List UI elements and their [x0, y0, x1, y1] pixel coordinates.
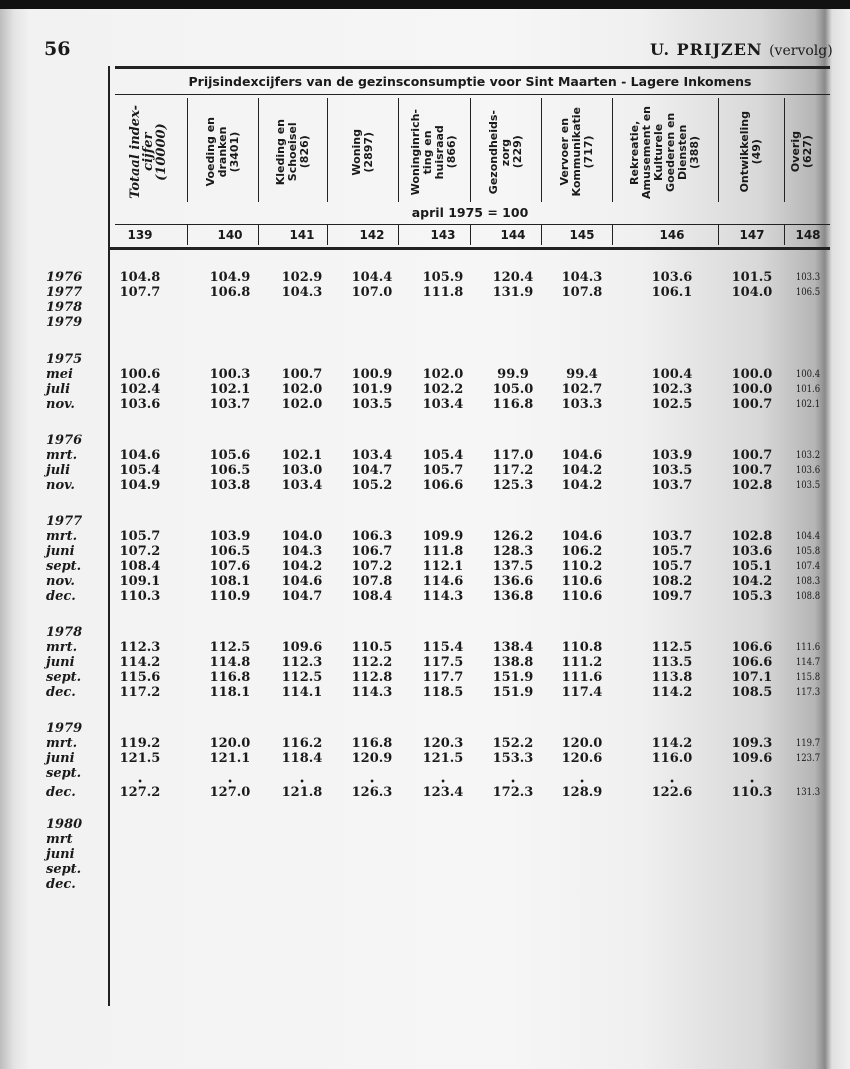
table-cell: 121.1 — [209, 751, 251, 766]
table-cell: 114.1 — [281, 685, 323, 700]
table-cell: 112.8 — [351, 670, 393, 685]
table-cell: 104.6 — [561, 529, 603, 544]
table-cell: 138.8 — [492, 655, 534, 670]
table-cell: 106.5 — [795, 287, 821, 298]
group-year: 1976 — [46, 433, 83, 448]
table-cell: 117.2 — [492, 463, 534, 478]
table-cell: 114.8 — [209, 655, 251, 670]
table-cell: 121.5 — [119, 751, 161, 766]
column-header-label: Kleding en Schoeisel (826) — [273, 118, 311, 186]
table-cell: 114.2 — [651, 685, 693, 700]
table-cell: 112.1 — [422, 559, 464, 574]
table-cell: 104.2 — [561, 478, 603, 493]
table-cell: 103.2 — [795, 450, 821, 461]
row-label: 1978 — [46, 300, 83, 315]
group-year: 1975 — [46, 352, 83, 367]
group-year: 1979 — [46, 721, 83, 736]
table-cell: 112.3 — [281, 655, 323, 670]
table-cell: 101.9 — [351, 382, 393, 397]
table-cell: 100.7 — [731, 397, 773, 412]
row-label: sept. — [46, 670, 82, 685]
table-cell: 120.3 — [422, 736, 464, 751]
row-label: sept. — [46, 766, 82, 781]
table-cell: 109.7 — [651, 589, 693, 604]
table-cell: 102.1 — [281, 448, 323, 463]
table-cell: 100.7 — [281, 367, 323, 382]
table-cell: 108.2 — [651, 574, 693, 589]
table-cell: 115.4 — [422, 640, 464, 655]
table-cell: 103.4 — [422, 397, 464, 412]
row-label: mrt. — [46, 529, 78, 544]
column-header — [612, 98, 718, 206]
table-cell: 120.0 — [561, 736, 603, 751]
table-cell: 103.6 — [795, 465, 821, 476]
table-cell: • 122.6 — [640, 785, 704, 800]
table-cell: 101.5 — [731, 270, 773, 285]
column-header — [258, 98, 327, 206]
row-label: juni — [46, 544, 75, 559]
table-cell: 104.2 — [281, 559, 323, 574]
table-cell: 108.4 — [119, 559, 161, 574]
table-cell: • 127.2 — [108, 785, 172, 800]
table-cell: 100.9 — [351, 367, 393, 382]
column-header-label: Voeding en dranken (3401) — [203, 117, 241, 187]
table-cell: 106.7 — [351, 544, 393, 559]
table-cell: 102.8 — [731, 478, 773, 493]
table-cell: 117.5 — [422, 655, 464, 670]
table-cell: 102.8 — [731, 529, 773, 544]
header-bottom-rule — [108, 247, 830, 250]
row-label: sept. — [46, 862, 82, 877]
table-cell: 103.9 — [209, 529, 251, 544]
column-header — [187, 98, 258, 206]
table-cell: 106.5 — [209, 544, 251, 559]
table-cell: 110.8 — [561, 640, 603, 655]
row-label: mei — [46, 367, 73, 382]
column-separator — [718, 225, 719, 245]
table-cell: 104.4 — [351, 270, 393, 285]
table-cell: 120.4 — [492, 270, 534, 285]
table-cell: 107.6 — [209, 559, 251, 574]
table-cell: 117.2 — [119, 685, 161, 700]
table-cell: 108.5 — [731, 685, 773, 700]
table-cell: 104.0 — [731, 285, 773, 300]
table-cell: 103.5 — [795, 480, 821, 491]
table-cell: 110.5 — [351, 640, 393, 655]
column-header-label: Woninginrich- ting en huisraad (866) — [409, 108, 458, 196]
table-cell: 103.4 — [281, 478, 323, 493]
column-number: 144 — [500, 228, 526, 242]
table-cell: 152.2 — [492, 736, 534, 751]
table-cell: 104.6 — [119, 448, 161, 463]
table-cell: 109.6 — [731, 751, 773, 766]
table-cell: 153.3 — [492, 751, 534, 766]
table-cell: 102.1 — [209, 382, 251, 397]
table-cell: 114.6 — [422, 574, 464, 589]
table-cell: • 110.3 — [720, 785, 784, 800]
table-cell: 107.8 — [351, 574, 393, 589]
table-cell: 106.6 — [422, 478, 464, 493]
table-cell: 110.6 — [561, 574, 603, 589]
table-cell: 110.6 — [561, 589, 603, 604]
table-cell: 103.7 — [209, 397, 251, 412]
table-cell: • 121.8 — [270, 785, 334, 800]
table-cell: 113.5 — [651, 655, 693, 670]
table-cell: 121.5 — [422, 751, 464, 766]
row-label: mrt. — [46, 448, 78, 463]
table-cell: 107.8 — [561, 285, 603, 300]
table-cell: 99.9 — [497, 367, 529, 382]
table-cell: 151.9 — [492, 670, 534, 685]
row-label: 1979 — [46, 315, 83, 330]
table-cell: 103.8 — [209, 478, 251, 493]
table-cell: 107.1 — [731, 670, 773, 685]
table-cell: 105.1 — [731, 559, 773, 574]
row-label: nov. — [46, 478, 75, 493]
table-cell: 104.8 — [119, 270, 161, 285]
table-cell: 105.7 — [651, 544, 693, 559]
row-label: juni — [46, 847, 75, 862]
table-cell: 107.2 — [351, 559, 393, 574]
table-cell: 104.9 — [209, 270, 251, 285]
table-cell: 106.2 — [561, 544, 603, 559]
row-label: nov. — [46, 574, 75, 589]
table-cell: 106.1 — [651, 285, 693, 300]
row-label: 1976 — [46, 270, 83, 285]
table-cell: 111.8 — [422, 544, 464, 559]
table-cell: 119.2 — [119, 736, 161, 751]
table-cell: 102.5 — [651, 397, 693, 412]
table-cell: 104.3 — [281, 544, 323, 559]
table-cell: 110.9 — [209, 589, 251, 604]
table-cell: 119.7 — [795, 738, 821, 749]
table-cell: 108.8 — [795, 591, 821, 602]
table-cell: 104.6 — [281, 574, 323, 589]
column-number: 145 — [569, 228, 595, 242]
table-cell: 131.3 — [795, 787, 821, 798]
table-cell: 116.8 — [209, 670, 251, 685]
column-header — [327, 98, 398, 206]
table-cell: 102.0 — [281, 382, 323, 397]
base-period: april 1975 = 100 — [411, 205, 529, 220]
table-title: Prijsindexcijfers van de gezinsconsumptie voor Sint Maarten - Lagere Inkomens — [188, 74, 752, 89]
table-cell: 105.9 — [422, 270, 464, 285]
column-number: 143 — [430, 228, 456, 242]
column-number: 147 — [739, 228, 765, 242]
table-cell: 111.6 — [561, 670, 603, 685]
table-cell: 117.4 — [561, 685, 603, 700]
table-cell: 112.5 — [651, 640, 693, 655]
table-cell: 103.6 — [731, 544, 773, 559]
row-label: mrt — [46, 832, 73, 847]
table-cell: 104.4 — [795, 531, 821, 542]
table-cell: 106.3 — [351, 529, 393, 544]
table-cell: 137.5 — [492, 559, 534, 574]
table-cell: 103.3 — [561, 397, 603, 412]
column-separator — [612, 225, 613, 245]
row-label: 1977 — [46, 285, 83, 300]
table-cell: 108.1 — [209, 574, 251, 589]
row-label: mrt. — [46, 640, 78, 655]
table-cell: 100.4 — [651, 367, 693, 382]
column-number: 139 — [127, 228, 153, 242]
table-cell: 102.0 — [422, 367, 464, 382]
column-header-label: Totaal index- cijfer (10000) — [128, 105, 169, 199]
column-header — [784, 98, 820, 206]
row-label: sept. — [46, 559, 82, 574]
column-header-label: Woning (2897) — [349, 128, 375, 176]
table-cell: 103.9 — [651, 448, 693, 463]
table-cell: 103.0 — [281, 463, 323, 478]
table-cell: 102.0 — [281, 397, 323, 412]
chapter-suffix: (vervolg) — [769, 43, 833, 59]
table-cell: 111.2 — [561, 655, 603, 670]
column-header-label: Rekreatie, Amusement en Kulturele Goederen en Diensten (388) — [628, 105, 701, 199]
table-cell: 104.9 — [119, 478, 161, 493]
table-cell: 104.3 — [561, 270, 603, 285]
table-cell: 138.4 — [492, 640, 534, 655]
column-number: 142 — [359, 228, 385, 242]
table-cell: 103.4 — [351, 448, 393, 463]
table-cell: 109.6 — [281, 640, 323, 655]
table-cell: 125.3 — [492, 478, 534, 493]
column-header-label: Ontwikkeling (49) — [738, 111, 763, 193]
table-cell: • 127.0 — [198, 785, 262, 800]
row-label: mrt. — [46, 736, 78, 751]
table-cell: 103.5 — [651, 463, 693, 478]
column-header — [541, 98, 612, 206]
table-cell: 109.3 — [731, 736, 773, 751]
table-cell: 107.7 — [119, 285, 161, 300]
table-cell: 100.3 — [209, 367, 251, 382]
table-cell: 118.5 — [422, 685, 464, 700]
table-cell: 114.2 — [651, 736, 693, 751]
table-cell: 120.0 — [209, 736, 251, 751]
table-cell: 112.2 — [351, 655, 393, 670]
row-label: juni — [46, 751, 75, 766]
column-header — [398, 98, 470, 206]
table-cell: 104.2 — [731, 574, 773, 589]
table-cell: 113.8 — [651, 670, 693, 685]
row-label: nov. — [46, 397, 75, 412]
table-cell: 103.7 — [651, 478, 693, 493]
column-number: 140 — [217, 228, 243, 242]
table-cell: 118.4 — [281, 751, 323, 766]
chapter-heading — [650, 40, 833, 59]
table-cell: 103.6 — [651, 270, 693, 285]
table-cell: 123.7 — [795, 753, 821, 764]
table-cell: 114.7 — [795, 657, 821, 668]
table-cell: 104.0 — [281, 529, 323, 544]
table-cell: 120.6 — [561, 751, 603, 766]
column-header-label: Overig (627) — [789, 131, 814, 173]
table-cell: 102.3 — [651, 382, 693, 397]
group-year: 1978 — [46, 625, 83, 640]
table-cell: 114.2 — [119, 655, 161, 670]
table-cell: 104.7 — [281, 589, 323, 604]
table-cell: 105.6 — [209, 448, 251, 463]
group-year: 1980 — [46, 817, 83, 832]
row-label: dec. — [46, 877, 76, 892]
table-cell: 136.8 — [492, 589, 534, 604]
table-cell: 105.7 — [422, 463, 464, 478]
table-cell: 112.5 — [281, 670, 323, 685]
table-cell: 115.8 — [795, 672, 821, 683]
table-cell: 103.5 — [351, 397, 393, 412]
table-cell: 131.9 — [492, 285, 534, 300]
table-cell: 104.3 — [281, 285, 323, 300]
column-number: 146 — [659, 228, 685, 242]
row-label: juni — [46, 655, 75, 670]
table-cell: 99.4 — [566, 367, 598, 382]
table-cell: 112.3 — [119, 640, 161, 655]
table-cell: 110.2 — [561, 559, 603, 574]
table-cell: 136.6 — [492, 574, 534, 589]
table-cell: 105.0 — [492, 382, 534, 397]
table-cell: 102.2 — [422, 382, 464, 397]
table-cell: 126.2 — [492, 529, 534, 544]
table-cell: 101.6 — [795, 384, 821, 395]
table-cell: 102.9 — [281, 270, 323, 285]
row-label: dec. — [46, 785, 76, 800]
table-cell: • 126.3 — [340, 785, 404, 800]
table-cell: 128.3 — [492, 544, 534, 559]
column-header-label: Gezondheids- zorg (229) — [486, 109, 524, 195]
table-cell: 100.4 — [795, 369, 821, 380]
table-cell: 105.2 — [351, 478, 393, 493]
table-cell: 108.3 — [795, 576, 821, 587]
table-cell: 108.4 — [351, 589, 393, 604]
table-cell: • 128.9 — [550, 785, 614, 800]
table-cell: 114.3 — [351, 685, 393, 700]
table-cell: 116.8 — [351, 736, 393, 751]
table-cell: 105.7 — [651, 559, 693, 574]
table-cell: 104.7 — [351, 463, 393, 478]
table-cell: 105.8 — [795, 546, 821, 557]
row-label: juli — [46, 463, 71, 478]
table-cell: 104.6 — [561, 448, 603, 463]
table-cell: 151.9 — [492, 685, 534, 700]
row-label: dec. — [46, 589, 76, 604]
table-cell: 116.0 — [651, 751, 693, 766]
table-cell: 110.3 — [119, 589, 161, 604]
table-cell: 112.5 — [209, 640, 251, 655]
table-cell: 100.6 — [119, 367, 161, 382]
column-header — [470, 98, 541, 206]
table-cell: • 172.3 — [481, 785, 545, 800]
table-cell: 107.4 — [795, 561, 821, 572]
table-cell: 111.8 — [422, 285, 464, 300]
table-cell: 106.5 — [209, 463, 251, 478]
table-cell: 106.8 — [209, 285, 251, 300]
table-cell: 107.2 — [119, 544, 161, 559]
column-number: 141 — [289, 228, 315, 242]
table-cell: 102.1 — [795, 399, 821, 410]
table-cell: 103.7 — [651, 529, 693, 544]
table-cell: 106.6 — [731, 640, 773, 655]
table-cell: 105.3 — [731, 589, 773, 604]
table-cell: 117.3 — [795, 687, 821, 698]
table-cell: 115.6 — [119, 670, 161, 685]
table-cell: 100.7 — [731, 448, 773, 463]
column-separator — [187, 225, 188, 245]
table-cell: 107.0 — [351, 285, 393, 300]
row-label: dec. — [46, 685, 76, 700]
table-cell: 117.7 — [422, 670, 464, 685]
table-cell: 105.4 — [422, 448, 464, 463]
table-cell: 117.0 — [492, 448, 534, 463]
table-cell: 103.6 — [119, 397, 161, 412]
group-year: 1977 — [46, 514, 83, 529]
table-cell: 109.9 — [422, 529, 464, 544]
row-label: juli — [46, 382, 71, 397]
table-cell: 116.2 — [281, 736, 323, 751]
table-cell: • 123.4 — [411, 785, 475, 800]
table-cell: 114.3 — [422, 589, 464, 604]
column-header — [110, 98, 187, 206]
column-header-label: Vervoer en Kommunikatie (717) — [557, 107, 595, 197]
table-cell: 104.2 — [561, 463, 603, 478]
table-cell: 109.1 — [119, 574, 161, 589]
column-header — [718, 98, 784, 206]
table-cell: 116.8 — [492, 397, 534, 412]
number-row-top-rule — [115, 224, 830, 225]
scan-border — [0, 0, 850, 9]
column-number: 148 — [795, 228, 821, 242]
table-cell: 118.1 — [209, 685, 251, 700]
table-top-rule — [115, 66, 830, 69]
table-cell: 100.0 — [731, 367, 773, 382]
table-cell: 105.7 — [119, 529, 161, 544]
table-cell: 102.4 — [119, 382, 161, 397]
table-cell: 103.3 — [795, 272, 821, 283]
table-cell: 111.6 — [795, 642, 821, 653]
title-rule — [115, 94, 830, 95]
table-cell: 120.9 — [351, 751, 393, 766]
table-cell: 106.6 — [731, 655, 773, 670]
table-cell: 102.7 — [561, 382, 603, 397]
table-cell: 100.0 — [731, 382, 773, 397]
page-number: 56 — [44, 38, 71, 60]
chapter-title: U. PRIJZEN — [650, 40, 763, 59]
table-cell: 105.4 — [119, 463, 161, 478]
table-cell: 100.7 — [731, 463, 773, 478]
